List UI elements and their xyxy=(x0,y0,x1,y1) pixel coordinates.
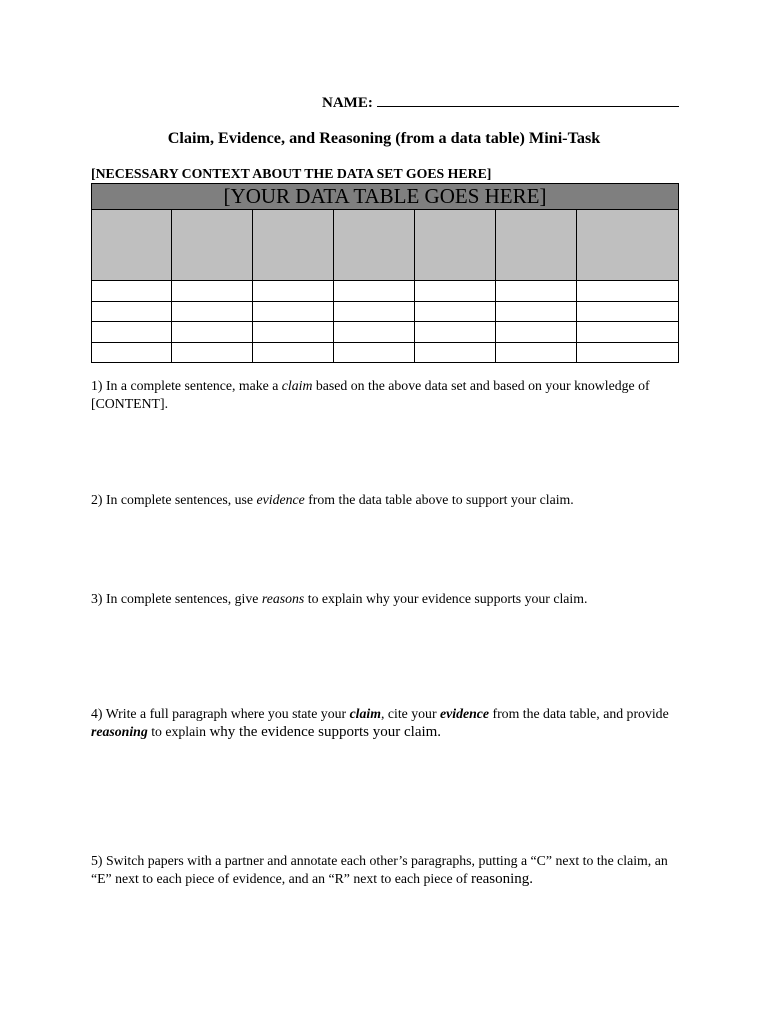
question-3-text: 3) In complete sentences, give xyxy=(91,591,262,606)
question-2-text: from the data table above to support your claim. xyxy=(304,492,574,507)
question-4 xyxy=(91,705,669,741)
question-1-line-1 xyxy=(91,377,650,395)
question-4-term-claim: claim xyxy=(349,706,381,721)
context-note: [NECESSARY CONTEXT ABOUT THE DATA SET GOES HERE] xyxy=(91,166,492,181)
question-5-line-1 xyxy=(91,852,668,870)
worksheet-title: Claim, Evidence, and Reasoning (from a data table) Mini-Task xyxy=(167,129,601,147)
question-4-line-1 xyxy=(91,705,669,723)
name-field xyxy=(322,92,679,113)
table-cell xyxy=(92,302,172,321)
table-cell xyxy=(334,281,415,301)
question-4-term-reasoning: reasoning xyxy=(91,723,148,739)
table-cell xyxy=(253,281,334,301)
table-cell xyxy=(172,322,253,342)
table-cell xyxy=(577,343,678,362)
table-header-cell xyxy=(172,210,253,280)
table-row xyxy=(92,322,678,343)
question-3-text: to explain why your evidence supports your claim. xyxy=(304,591,588,606)
question-3 xyxy=(91,590,587,608)
question-4-text: 4) Write a full paragraph where you state your xyxy=(91,706,350,721)
question-2-text: 2) In complete sentences, use xyxy=(91,492,257,507)
table-row xyxy=(92,343,678,362)
table-cell xyxy=(415,281,496,301)
table-cell xyxy=(253,343,334,362)
question-3-term-reasons: reasons xyxy=(261,591,305,606)
table-cell xyxy=(334,322,415,342)
table-cell xyxy=(415,322,496,342)
table-header-cell xyxy=(334,210,415,280)
question-1-line-2 xyxy=(91,395,650,413)
question-5-line-2 xyxy=(91,870,668,889)
question-4-line-2 xyxy=(91,723,669,742)
table-cell xyxy=(496,322,577,342)
data-table xyxy=(91,183,679,363)
question-1-text: 1) In a complete sentence, make a xyxy=(91,378,282,393)
question-1-term-claim: claim xyxy=(281,378,313,393)
question-1-text: based on the above data set and based on your knowledge of xyxy=(312,378,650,393)
table-cell xyxy=(172,343,253,362)
question-5-text: “E” next to each piece of evidence, and an “R” next to each piece of xyxy=(91,870,471,886)
question-4-text: , cite your xyxy=(380,706,440,721)
question-2 xyxy=(91,491,574,509)
table-header-cell xyxy=(577,210,678,280)
question-2-term-evidence: evidence xyxy=(256,492,305,507)
table-row xyxy=(92,281,678,302)
name-label: NAME: xyxy=(322,95,373,111)
table-cell xyxy=(577,302,678,321)
table-cell xyxy=(334,302,415,321)
table-cell xyxy=(577,281,678,301)
table-cell xyxy=(496,281,577,301)
question-5-text: reasoning. xyxy=(470,870,534,887)
table-header-cell xyxy=(496,210,577,280)
table-cell xyxy=(92,322,172,342)
table-cell xyxy=(577,322,678,342)
question-1 xyxy=(91,377,650,412)
table-cell xyxy=(334,343,415,362)
table-cell xyxy=(172,302,253,321)
question-4-text: to explain xyxy=(147,723,210,739)
table-caption-row xyxy=(92,184,678,210)
question-5-text: 5) Switch papers with a partner and annotate each other’s paragraphs, putting a “C” next to the claim, an xyxy=(91,853,668,868)
question-5 xyxy=(91,852,668,888)
name-blank-line xyxy=(377,92,679,107)
table-cell xyxy=(172,281,253,301)
question-2-line-1 xyxy=(91,491,574,509)
question-1-content-placeholder: [CONTENT]. xyxy=(91,395,169,411)
table-cell xyxy=(253,302,334,321)
table-cell xyxy=(496,343,577,362)
table-header-cell xyxy=(415,210,496,280)
table-cell xyxy=(92,281,172,301)
table-cell xyxy=(253,322,334,342)
table-caption: [YOUR DATA TABLE GOES HERE] xyxy=(223,184,547,208)
question-4-term-evidence: evidence xyxy=(440,706,490,721)
table-header-cell xyxy=(92,210,172,280)
table-cell xyxy=(415,343,496,362)
table-header-cell xyxy=(253,210,334,280)
table-cell xyxy=(92,343,172,362)
table-column-header-row xyxy=(92,210,678,281)
table-cell xyxy=(496,302,577,321)
question-4-text: from the data table, and provide xyxy=(489,706,669,721)
table-row xyxy=(92,302,678,322)
question-4-text: why the evidence supports your claim. xyxy=(209,723,442,740)
question-3-line-1 xyxy=(91,590,587,608)
table-cell xyxy=(415,302,496,321)
